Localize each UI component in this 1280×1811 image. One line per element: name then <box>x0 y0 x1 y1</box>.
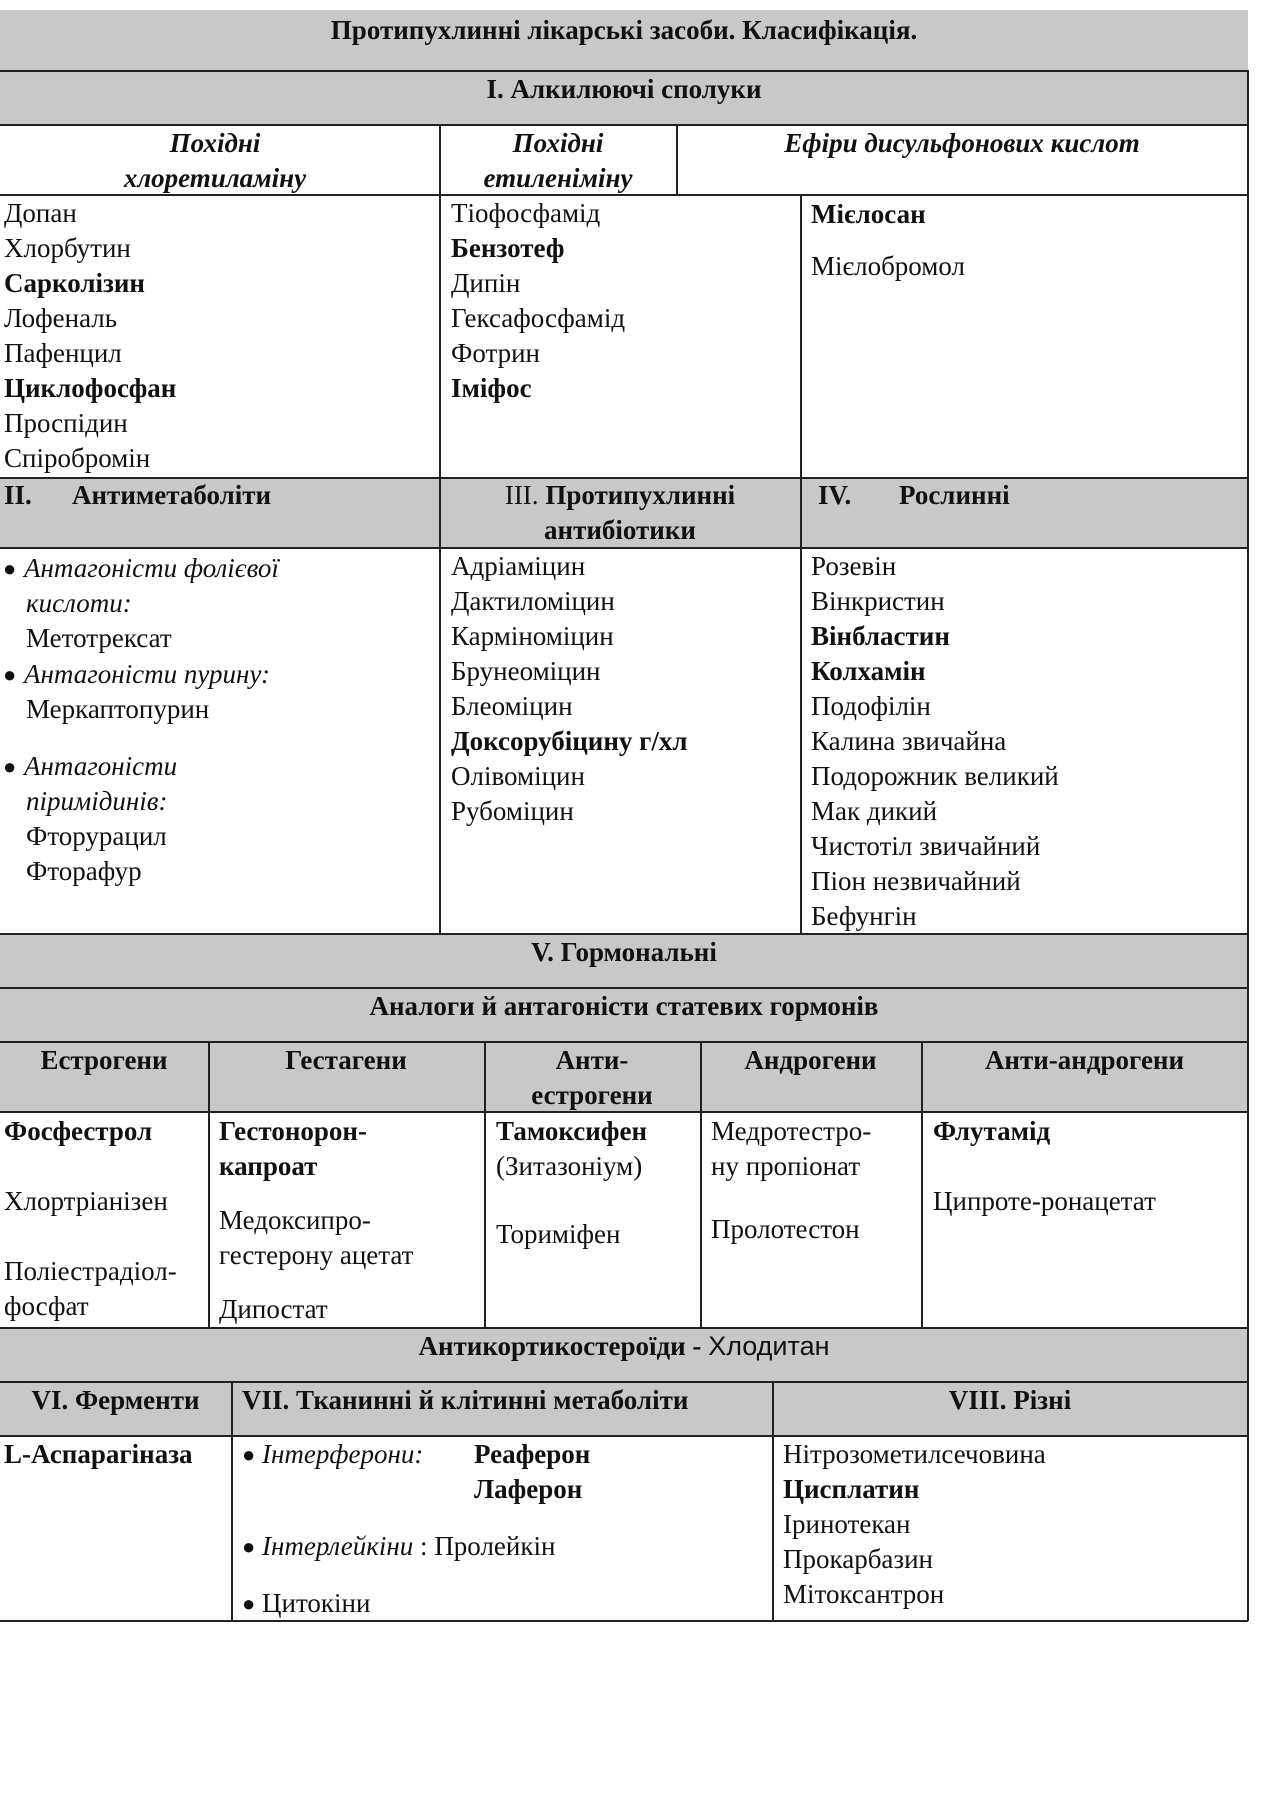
section3-header-num: ІІІ. <box>504 480 539 510</box>
drug-item: Брунеоміцин <box>451 656 601 686</box>
drug-item: Тамоксифен <box>496 1116 648 1146</box>
col-header-chlorethylamine: Похідні <box>169 128 261 158</box>
group-label: піримідинів: <box>26 786 168 816</box>
col-header-androgens: Андрогени <box>744 1045 877 1075</box>
drug-item: Мітоксантрон <box>783 1579 945 1609</box>
drug-item: Медротестро- <box>711 1116 872 1146</box>
vline <box>231 1381 233 1620</box>
interleukins-row <box>262 1529 555 1564</box>
drug-item: (Зитазоніум) <box>496 1151 643 1181</box>
col-header-gestagens: Гестагени <box>285 1045 407 1075</box>
drug-item: Реаферон <box>474 1439 591 1469</box>
col-header-antiandrogens: Анти-андрогени <box>984 1045 1185 1075</box>
vline <box>208 1041 210 1327</box>
drug-item: Торимiфен <box>496 1219 621 1249</box>
group-label: Антагоністи пурину: <box>24 659 271 689</box>
group-label: Інтерлейкіни <box>262 1531 414 1561</box>
bullet-icon: ● <box>3 556 17 581</box>
drug-item: Дактиломіцин <box>451 586 615 616</box>
drug-item: Вінбластин <box>811 621 950 651</box>
drug-item: Подофілін <box>811 691 931 721</box>
drug-item: Меркаптопурин <box>26 694 210 724</box>
group-label: Антагоністи фолієвої <box>24 553 279 583</box>
drug-item: Бефунгін <box>811 901 917 931</box>
drug-item: Сарколізин <box>4 268 145 298</box>
drug-item: Дипін <box>451 268 521 298</box>
corticoid-drug: Хлодитан <box>708 1331 830 1361</box>
section8-header: VIII. Різні <box>948 1385 1072 1415</box>
drug-item: Мак дикий <box>811 796 938 826</box>
bullet-icon: ● <box>242 1591 256 1616</box>
drug-item: Мієлобромол <box>811 251 965 281</box>
drug-item: Тіофосфамід <box>451 198 601 228</box>
col-header-disulfonic-esters: Ефіри дисульфонових кислот <box>784 128 1140 158</box>
corticoid-row <box>0 1329 1248 1364</box>
drug-item: Піон незвичайний <box>811 866 1021 896</box>
drug-item: Олівоміцин <box>451 761 585 791</box>
drug-item: Нітрозометилсечовина <box>783 1439 1046 1469</box>
drug-item: гестерону ацетат <box>219 1240 414 1270</box>
section4-header: Рослинні <box>899 480 1010 510</box>
col-header-ethylenimine: Похідні <box>512 128 604 158</box>
section4-header-num: IV. <box>818 480 852 510</box>
drug-item: Рубоміцин <box>451 796 574 826</box>
drug-item: Колхамін <box>811 656 926 686</box>
section7-header: VII. Тканинні й клітинні метаболіти <box>242 1385 689 1415</box>
col-header-antiestrogens: естрогени <box>531 1080 653 1110</box>
drug-item: Бензотеф <box>451 233 565 263</box>
drug-item: Розевін <box>811 551 897 581</box>
drug-item: Пролотестон <box>711 1214 860 1244</box>
drug-item: Проспідин <box>4 408 128 438</box>
group-label: Антагоністи <box>24 751 178 781</box>
drug-item: Гестонорон- <box>219 1116 367 1146</box>
vline <box>800 194 802 933</box>
drug-item: капроат <box>219 1151 318 1181</box>
drug-item: фосфат <box>4 1291 89 1321</box>
drug-item: Пафенцил <box>4 338 122 368</box>
drug-item: Допан <box>4 198 77 228</box>
drug-item: Іринотекан <box>783 1509 911 1539</box>
corticoid-label: Антикортикостероїди - <box>418 1331 709 1361</box>
drug-item: Метотрексат <box>26 623 172 653</box>
drug-item: Блеоміцин <box>451 691 573 721</box>
drug-item: Фторафур <box>26 856 142 886</box>
col-header-chlorethylamine: хлоретиламіну <box>123 163 307 193</box>
drug-item: Поліестрадіол- <box>4 1256 177 1286</box>
drug-item: Хлортріанізен <box>4 1186 168 1216</box>
drug-item: Спіробромін <box>4 443 151 473</box>
drug-item: Мієлосан <box>811 199 926 229</box>
section2-header: Антиметаболіти <box>72 480 272 510</box>
hline <box>0 1620 1248 1622</box>
drug-item: Прокарбазин <box>783 1544 933 1574</box>
bullet-icon: ● <box>3 754 17 779</box>
group-label: кислоти: <box>26 588 132 618</box>
drug-item: Лаферон <box>474 1474 583 1504</box>
drug-item: Адріаміцин <box>451 551 586 581</box>
page-title: Протипухлинні лікарські засоби. Класифікація. <box>330 15 918 45</box>
section3-header: антибіотики <box>544 515 696 545</box>
col-header-estrogens: Естрогени <box>40 1045 168 1075</box>
vline <box>700 1041 702 1327</box>
drug-item: Фосфестрол <box>4 1116 153 1146</box>
group-label: Інтерферони: <box>262 1439 424 1469</box>
section5-header: V. Гормональні <box>531 937 717 967</box>
separator: : <box>420 1531 428 1561</box>
section3-header <box>440 478 800 513</box>
drug-item: Цисплатин <box>783 1474 920 1504</box>
drug-item: Вінкристин <box>811 586 945 616</box>
drug-item: Ципроте-ронацетат <box>933 1186 1156 1216</box>
col-header-antiestrogens: Анти- <box>555 1045 629 1075</box>
drug-item: Циклофосфан <box>4 373 177 403</box>
drug-item: Медоксипро- <box>219 1205 371 1235</box>
drug-item: Подорожник великий <box>811 761 1059 791</box>
drug-item: Іміфос <box>451 373 532 403</box>
drug-item: Фотрин <box>451 338 541 368</box>
section6-header: VI. Ферменти <box>31 1385 200 1415</box>
drug-item: Дипостат <box>219 1294 328 1324</box>
drug-item: Калина звичайна <box>811 726 1007 756</box>
vline <box>921 1041 923 1327</box>
hormone-subheader: Аналоги й антагоністи статевих гормонів <box>369 991 879 1021</box>
section2-header-num: ІІ. <box>4 480 32 510</box>
col-header-ethylenimine: етиленіміну <box>483 163 633 193</box>
bullet-icon: ● <box>242 1534 256 1559</box>
drug-item: Цитокіни <box>262 1588 371 1618</box>
drug-item: ну пропіонат <box>711 1151 861 1181</box>
section3-header-text: Протипухлинні <box>545 480 736 510</box>
drug-item: Фторурацил <box>26 821 167 851</box>
bullet-icon: ● <box>242 1442 256 1467</box>
bullet-icon: ● <box>3 662 17 687</box>
drug-item: Лофеналь <box>4 303 118 333</box>
drug-item: Чистотіл звичайний <box>811 831 1041 861</box>
section1-header: І. Алкилюючі сполуки <box>486 74 762 104</box>
drug-item: Доксорубіцину г/хл <box>451 726 688 756</box>
drug-item: Гексафосфамід <box>451 303 626 333</box>
drug-item: Флутамід <box>933 1116 1051 1146</box>
drug-item: L-Аспарагіназа <box>4 1439 193 1469</box>
drug-item: Карміноміцин <box>451 621 614 651</box>
drug-item: Хлорбутин <box>4 233 131 263</box>
drug-item: Пролейкін <box>434 1531 556 1561</box>
